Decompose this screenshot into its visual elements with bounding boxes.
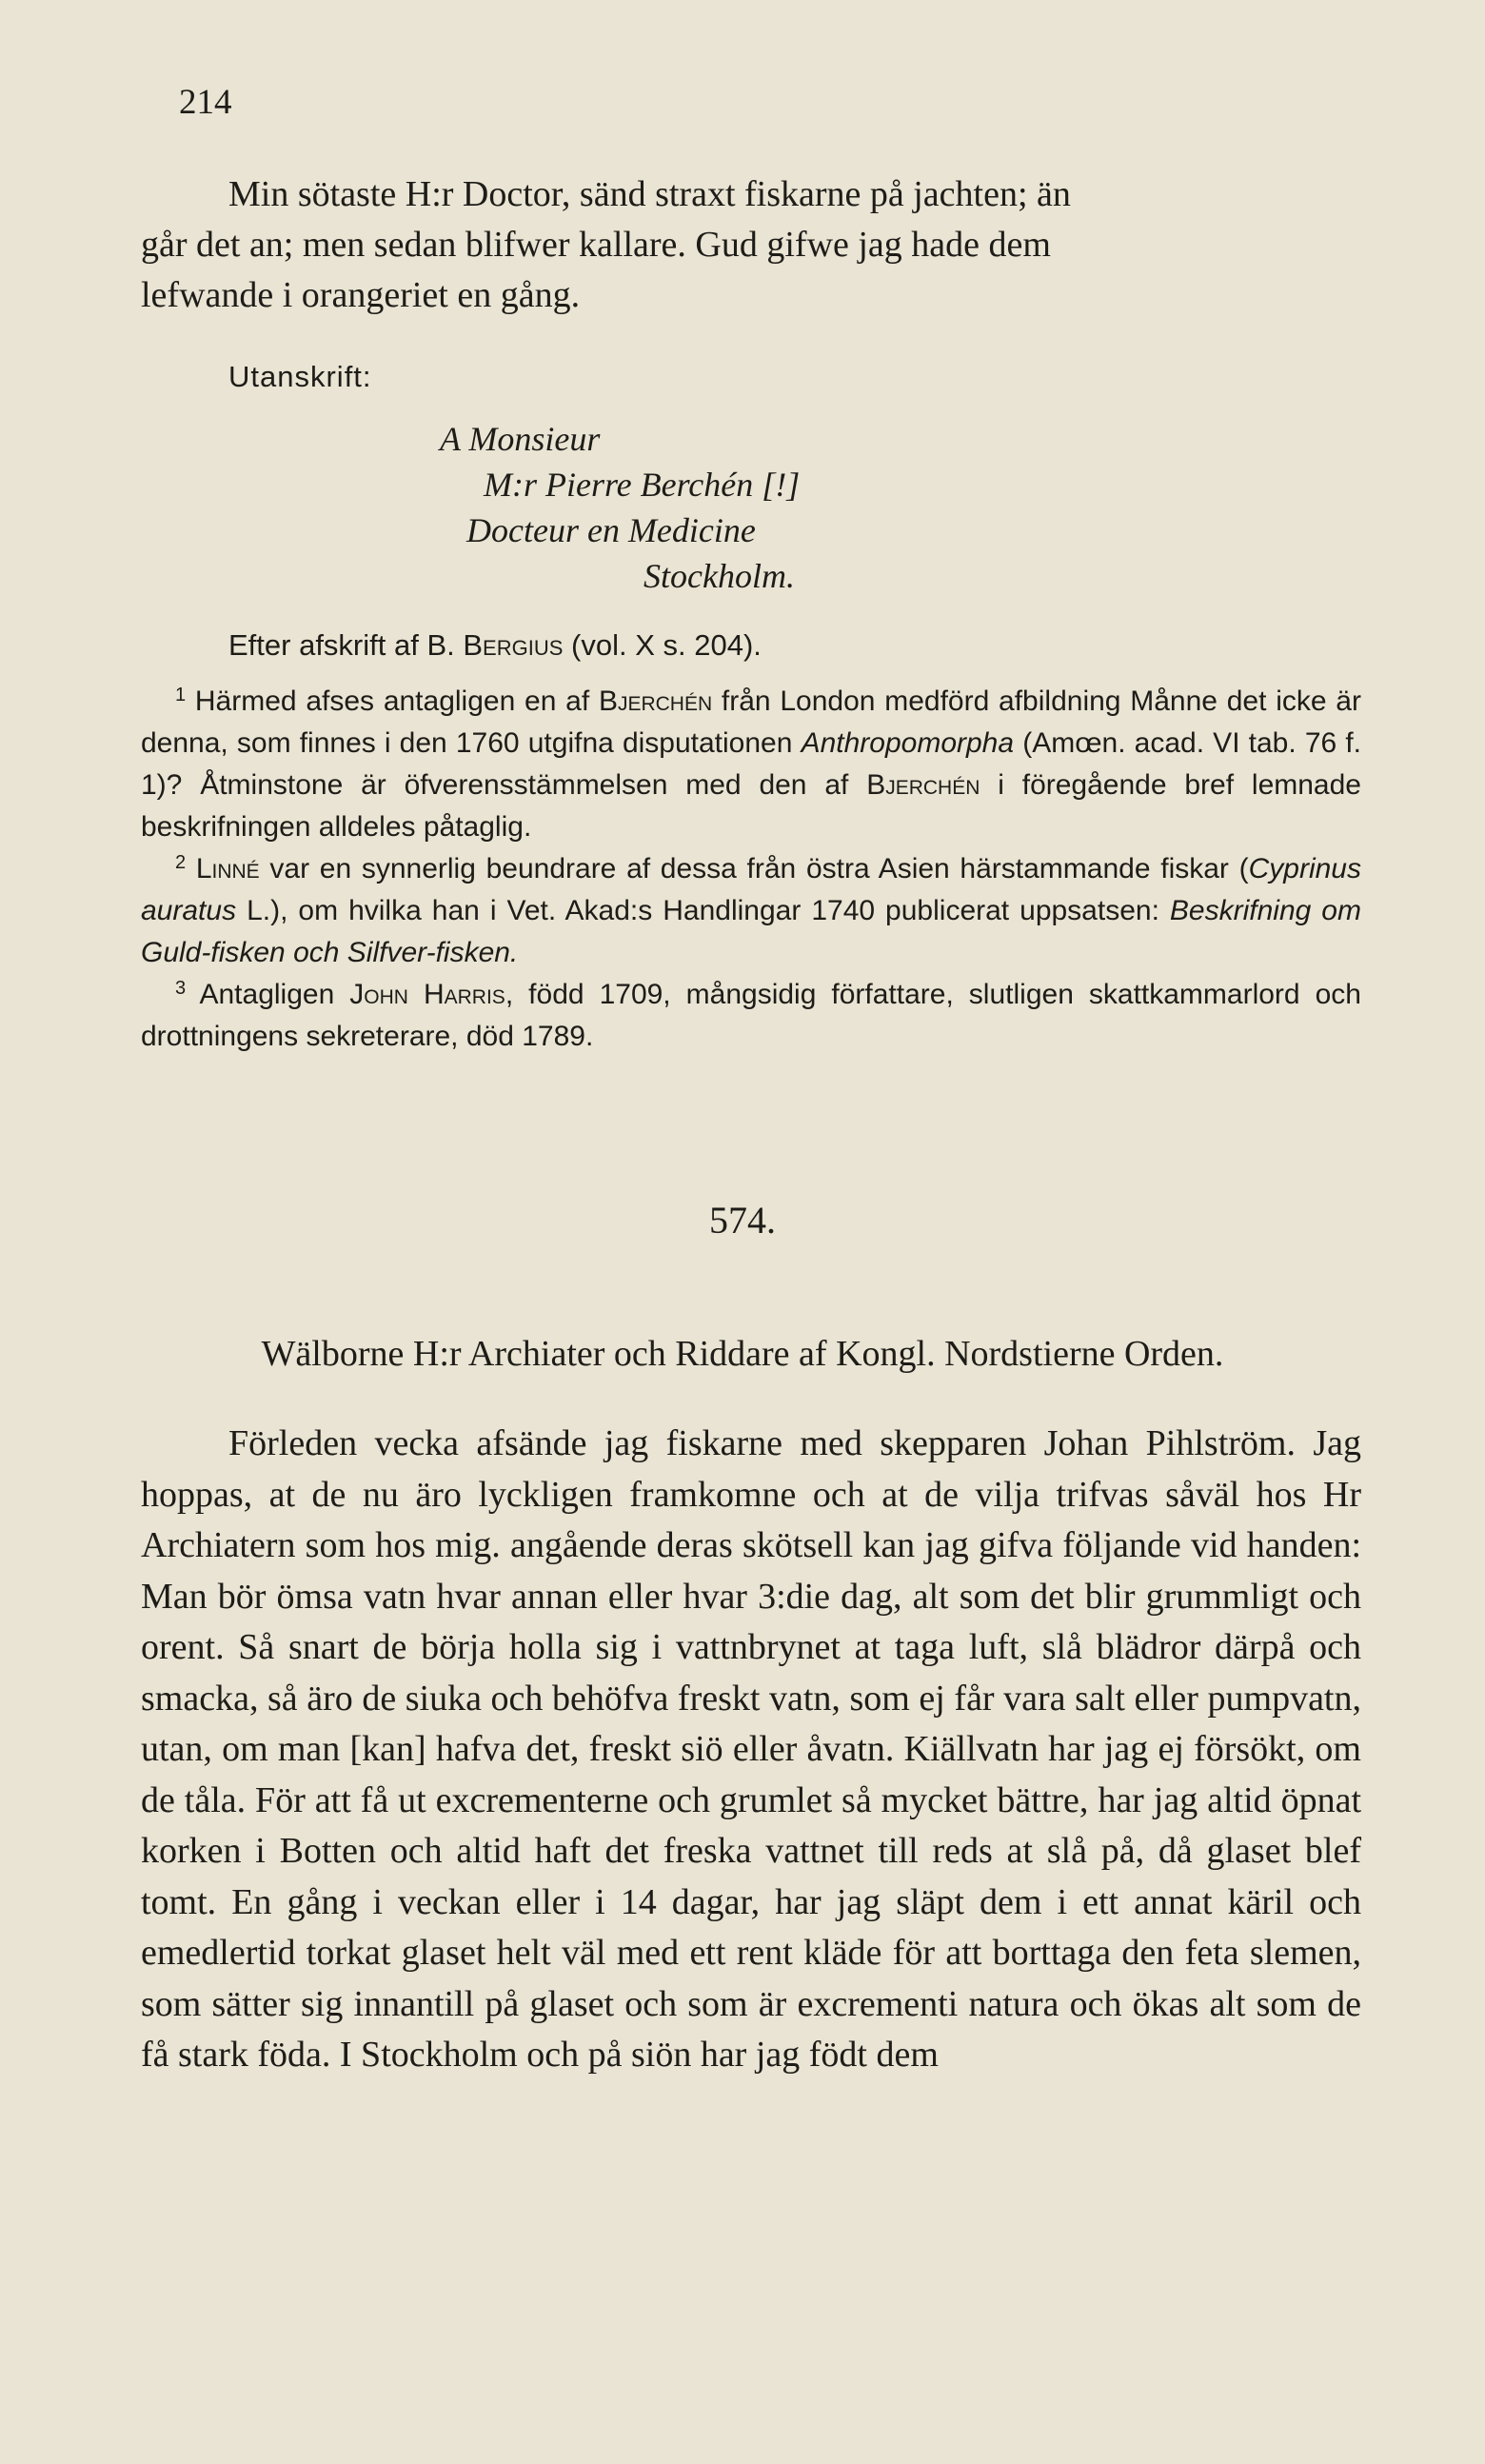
page-number: 214	[179, 83, 232, 122]
address-line-1: A Monsieur	[440, 420, 601, 458]
letter-body-text: Förleden vecka afsände jag fiskarne med skepparen Johan Pihlström. Jag hoppas, at de nu äro lyckligen framkomne och at de vilja trifvas såväl hos Hr Archiatern som hos mig. angående deras skötsell kan jag gifva följande vid handen: Man bör ömsa vatn hvar annan eller hvar 3:die dag, alt som det blir grummligt och orent. Så snart de börja holla sig i vattnbrynet at taga luft, slå blädror därpå och smacka, så äro de siuka och behöfva freskt vatn, som ej får vara salt eller pumpvatn, utan, om man [kan] hafva det, freskt siö eller åvatn. Kiällvatn har jag ej försökt, om de tåla. För att få ut excrementerne och grumlet så mycket bättre, har jag altid öpnat korken i Botten och altid haft det freska vattnet till reds at slå på, då glaset blef tomt. En gång i veckan eller i 14 dagar, har jag släpt dem i ett annat käril och emedlertid torkat glaset helt väl med ett rent kläde för att borttaga den feta slemen, som sätter sig innantill på glaset och som är excrementi natura och ökas alt som de få stark föda. I Stockholm och på siön har jag födt dem	[141, 1423, 1361, 2075]
source-note: Efter afskrift af B. Bergius (vol. X s. 204).	[228, 628, 762, 662]
address-line-3: Docteur en Medicine	[466, 511, 756, 549]
letter-number: 574.	[709, 1199, 776, 1242]
footnote-3: $^3$ Antagligen John Harris, född 1709, mångsidig författare, slutligen skattkammarlord och drottningens sekreterare, död 1789.	[141, 978, 1361, 1052]
footnote-1: $^1$ Härmed afses antagligen en af Bjerchén från London medförd afbildning Månne det icke är denna, som finnes i den 1760 utgifna disputationen Anthropomorpha (Amœn. acad. VI tab. 76 f. 1)? Åtminstone är öfverensstämmelsen med den af Bjerchén i föregående bref lemnade beskrifningen alldeles påtaglig.	[141, 685, 1362, 843]
letter-body	[141, 1419, 1361, 2081]
closing-line-3: lefwande i orangeriet en gång.	[141, 275, 581, 315]
footnote-2: $^2$ Linné var en synnerlig beundrare af dessa från östra Asien härstammande fiskar (Cyprinus auratus L.), om hvilka han i Vet. Akad:s Handlingar 1740 publicerat uppsatsen: Beskrifning om Guld-fisken och Silfver-fisken.	[141, 852, 1361, 968]
address-line-2: M:r Pierre Berchén [!]	[484, 466, 801, 504]
closing-line-1: Min sötaste H:r Doctor, sänd straxt fiskarne på jachten; än	[228, 174, 1071, 214]
letter-salutation: Wälborne H:r Archiater och Riddare af Kongl. Nordstierne Orden.	[261, 1334, 1224, 1374]
letter-closing-paragraph	[141, 169, 1361, 321]
address-label: Utanskrift:	[228, 360, 372, 393]
closing-line-2: går det an; men sedan blifwer kallare. Gud gifwe jag hade dem	[141, 225, 1051, 265]
address-line-4: Stockholm.	[644, 557, 795, 595]
